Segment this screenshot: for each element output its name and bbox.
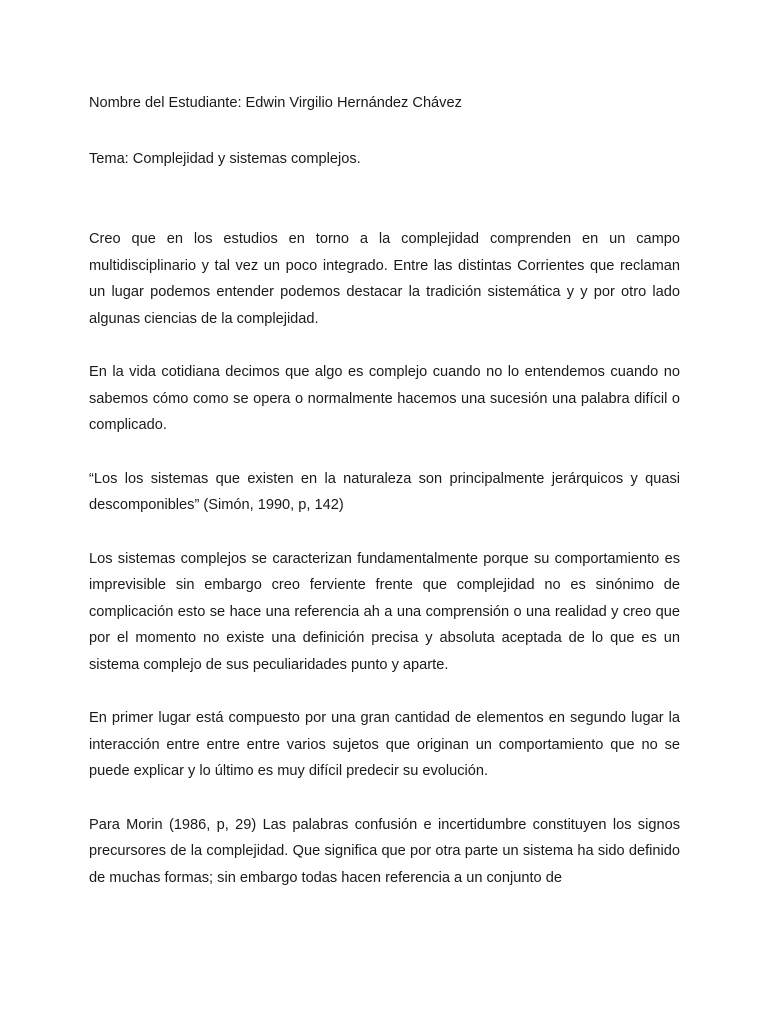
paragraph-complex-systems: Los sistemas complejos se caracterizan fundamentalmente porque su comportamiento es imprevisible sin embargo creo ferviente frente que complejidad no es sinónimo de complicación esto se hace una referencia ah a una comprensión o una realidad y creo que por el momento no existe una definición precisa y absoluta aceptada de lo que es un sistema complejo de sus peculiaridades punto y aparte. [89,550,680,673]
student-name-line: Nombre del Estudiante: Edwin Virgilio Hernández Chávez [89,95,462,111]
paragraph-everyday-complexity: En la vida cotidiana decimos que algo es complejo cuando no lo entendemos cuando no sabemos cómo como se opera o normalmente hacemos una sucesión una palabra difícil o complicado. [89,364,680,433]
paragraph-simon-quote: “Los los sistemas que existen en la naturaleza son principalmente jerárquicos y quasi descomponibles” (Simón, 1990, p, 142) [89,470,680,513]
paragraph-intro: Creo que en los estudios en torno a la complejidad comprenden en un campo multidisciplinario y tal vez un poco integrado. Entre las distintas Corrientes que reclaman un lugar podemos entender podemos destacar la tradición sistemática y y por otro lado algunas ciencias de la complejidad. [89,231,680,327]
topic-line: Tema: Complejidad y sistemas complejos. [89,150,361,167]
paragraph-characteristics: En primer lugar está compuesto por una gran cantidad de elementos en segundo lugar la interacción entre entre entre varios sujetos que originan un comportamiento que no se puede explicar y lo último es muy difícil predecir su evolución. [89,710,680,779]
paragraph-morin: Para Morin (1986, p, 29) Las palabras confusión e incertidumbre constituyen los signos precursores de la complejidad. Que significa que por otra parte un sistema ha sido definido de muchas formas; sin embargo todas hacen referencia a un conjunto de [89,816,680,886]
document-body [89,90,680,891]
